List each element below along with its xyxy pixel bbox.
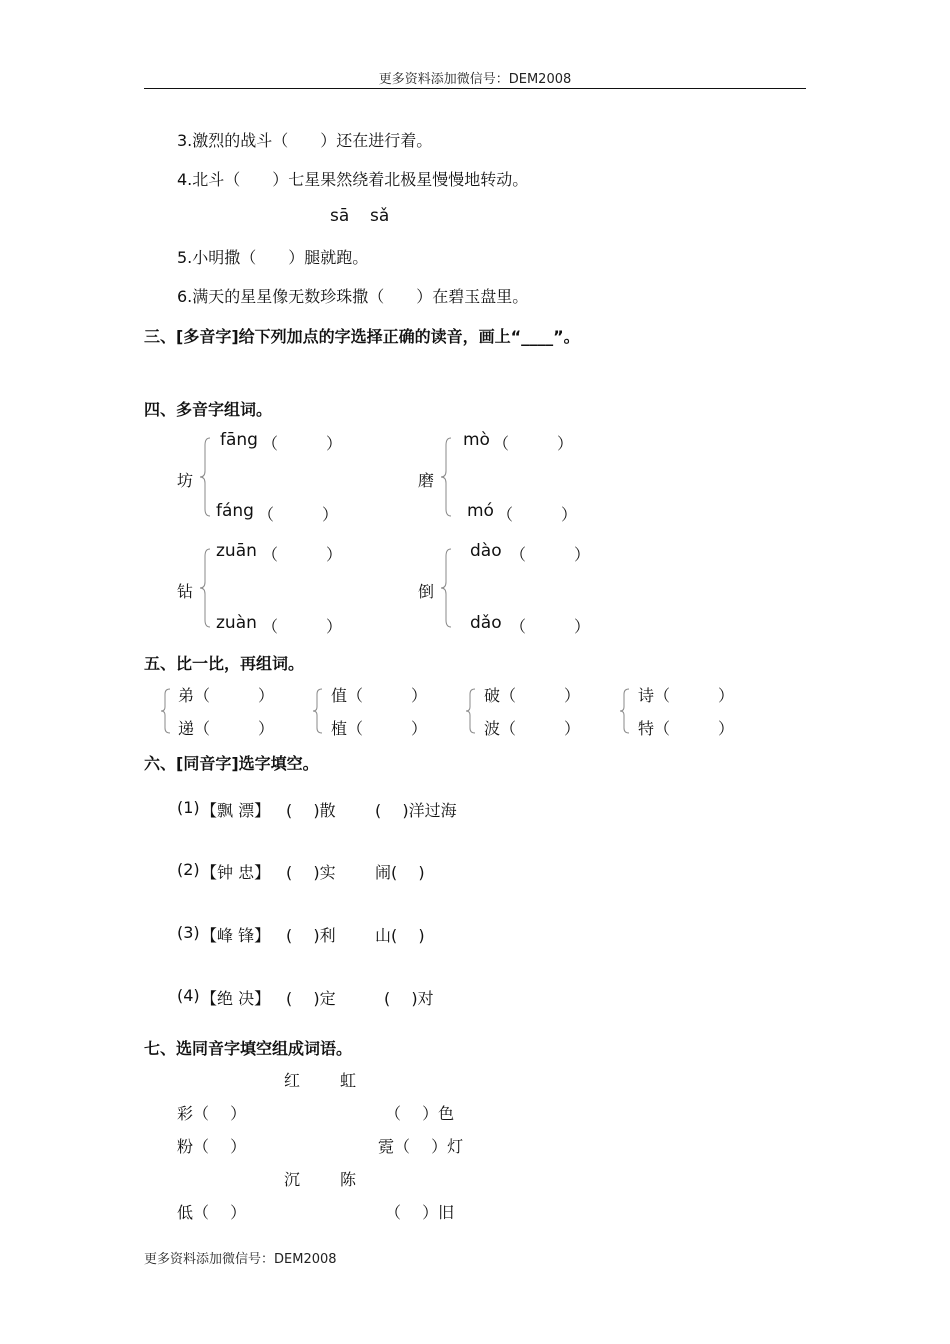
word-hongse: （ ）色 bbox=[385, 1104, 455, 1123]
blank-fang1: （ ） bbox=[262, 434, 343, 453]
homophone-item-1-num: (1) bbox=[177, 798, 200, 817]
choice-char-chen-sink: 沉 bbox=[284, 1170, 301, 1189]
polyphone-char-fang: 坊 bbox=[177, 471, 194, 490]
polyphone-char-zuan: 钻 bbox=[177, 582, 194, 601]
blank-dao2: （ ） bbox=[510, 617, 591, 636]
blank-mo2: （ ） bbox=[497, 505, 578, 524]
section-7-title: 七、选同音字填空组成词语。 bbox=[144, 1039, 353, 1058]
choice-char-chen-old: 陈 bbox=[340, 1170, 357, 1189]
homophone-item-3-blank1: ( )利 bbox=[286, 926, 336, 945]
blank-mo1: （ ） bbox=[493, 434, 574, 453]
choice-char-hong: 红 bbox=[284, 1071, 301, 1090]
pair-1-bottom: 递（ ） bbox=[178, 719, 275, 738]
pinyin-mo4: mò bbox=[463, 430, 490, 450]
question-4: 4.北斗（ ）七星果然绕着北极星慢慢地转动。 bbox=[177, 170, 529, 189]
brace-pair-3 bbox=[466, 688, 476, 734]
brace-pair-4 bbox=[620, 688, 630, 734]
choice-char-hong-rainbow: 虹 bbox=[340, 1071, 357, 1090]
pair-2-top: 值（ ） bbox=[331, 686, 428, 705]
word-fenhong: 粉（ ） bbox=[177, 1137, 247, 1156]
homophone-item-4-blank1: ( )定 bbox=[286, 989, 336, 1008]
brace-pair-1 bbox=[161, 688, 171, 734]
section-5-title: 五、比一比，再组词。 bbox=[144, 654, 305, 673]
blank-zuan2: （ ） bbox=[262, 617, 343, 636]
homophone-item-3-chars: 【峰 锋】 bbox=[201, 926, 271, 945]
homophone-item-2-chars: 【钟 忠】 bbox=[201, 863, 271, 882]
homophone-item-2-blank1: ( )实 bbox=[286, 863, 336, 882]
question-5: 5.小明撒（ ）腿就跑。 bbox=[177, 248, 369, 267]
homophone-item-2-num: (2) bbox=[177, 860, 200, 879]
brace-fang bbox=[200, 437, 212, 517]
brace-pair-2 bbox=[313, 688, 323, 734]
polyphone-char-mo: 磨 bbox=[418, 471, 435, 490]
pair-2-bottom: 植（ ） bbox=[331, 719, 428, 738]
pinyin-fang2: fáng bbox=[216, 501, 254, 521]
section-4-title: 四、多音字组词。 bbox=[144, 400, 273, 419]
pair-3-bottom: 波（ ） bbox=[484, 719, 581, 738]
homophone-item-3-blank2: 山( ) bbox=[375, 926, 425, 945]
section-6-title: 六、[同音字]选字填空。 bbox=[144, 754, 319, 773]
blank-dao1: （ ） bbox=[510, 545, 591, 564]
pinyin-mo2: mó bbox=[467, 501, 494, 521]
homophone-item-4-blank2: ( )对 bbox=[384, 989, 434, 1008]
pinyin-sa3: sǎ bbox=[370, 206, 390, 226]
pair-1-top: 弟（ ） bbox=[178, 686, 275, 705]
pinyin-zuan4: zuàn bbox=[216, 613, 257, 633]
pair-4-top: 诗（ ） bbox=[638, 686, 735, 705]
question-3: 3.激烈的战斗（ ）还在进行着。 bbox=[177, 131, 433, 150]
page-header: 更多资料添加微信号：DEM2008 bbox=[378, 72, 572, 87]
word-caihong: 彩（ ） bbox=[177, 1104, 247, 1123]
homophone-item-4-num: (4) bbox=[177, 986, 200, 1005]
pinyin-dao4: dào bbox=[470, 541, 502, 561]
brace-mo bbox=[441, 437, 453, 517]
header-rule bbox=[144, 88, 806, 89]
homophone-item-3-num: (3) bbox=[177, 923, 200, 942]
question-6: 6.满天的星星像无数珍珠撒（ ）在碧玉盘里。 bbox=[177, 287, 529, 306]
brace-dao bbox=[441, 548, 453, 628]
pinyin-dao3: dǎo bbox=[470, 613, 502, 633]
brace-zuan bbox=[200, 548, 212, 628]
pinyin-zuan1: zuān bbox=[216, 541, 257, 561]
blank-zuan1: （ ） bbox=[262, 545, 343, 564]
pair-4-bottom: 特（ ） bbox=[638, 719, 735, 738]
homophone-item-1-chars: 【飘 漂】 bbox=[201, 801, 271, 820]
section-3-title: 三、[多音字]给下列加点的字选择正确的读音，画上“____”。 bbox=[144, 327, 580, 346]
page-footer: 更多资料添加微信号：DEM2008 bbox=[144, 1252, 337, 1267]
word-chenjiu: （ ）旧 bbox=[385, 1203, 455, 1222]
polyphone-char-dao: 倒 bbox=[418, 582, 435, 601]
homophone-item-2-blank2: 闹( ) bbox=[375, 863, 425, 882]
homophone-item-1-blank2: ( )洋过海 bbox=[375, 801, 457, 820]
pinyin-sa1: sā bbox=[330, 206, 350, 226]
word-dichen: 低（ ） bbox=[177, 1203, 247, 1222]
pinyin-fang1: fāng bbox=[220, 430, 258, 450]
homophone-item-4-chars: 【绝 决】 bbox=[201, 989, 271, 1008]
blank-fang2: （ ） bbox=[258, 505, 339, 524]
pair-3-top: 破（ ） bbox=[484, 686, 581, 705]
word-nihongdeng: 霓（ ）灯 bbox=[378, 1137, 464, 1156]
homophone-item-1-blank1: ( )散 bbox=[286, 801, 336, 820]
